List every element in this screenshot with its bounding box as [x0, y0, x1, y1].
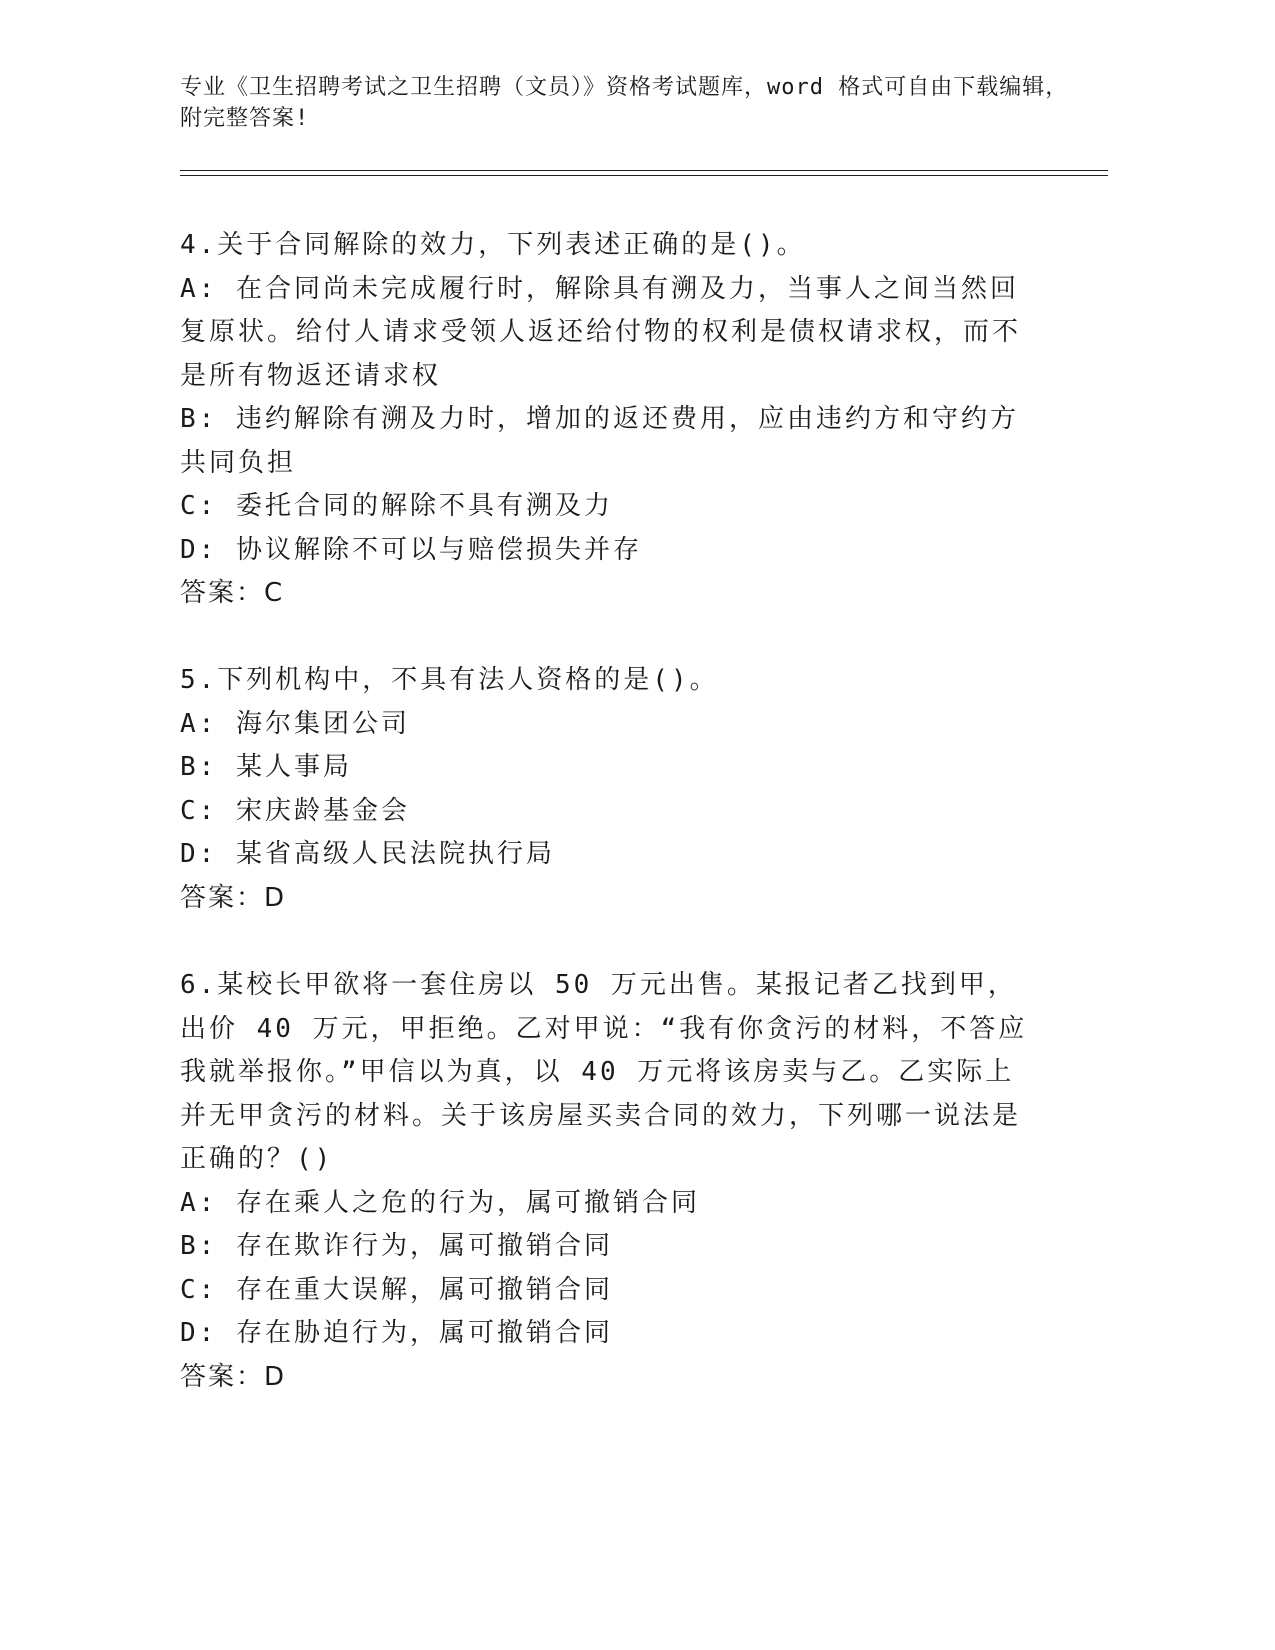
- option-d: D: 某省高级人民法院执行局: [180, 839, 555, 869]
- option-a: A: 在合同尚未完成履行时，解除具有溯及力，当事人之间当然回复原状。给付人请求受领人返还给付物的权利是债权请求权，而不是所有物返还请求权: [180, 273, 1022, 391]
- answer-label: 答案：C: [180, 578, 285, 608]
- document-header: [180, 72, 1080, 134]
- option-a: A: 存在乘人之危的行为，属可撤销合同: [180, 1187, 700, 1218]
- option-c: C: 委托合同的解除不具有溯及力: [180, 491, 613, 521]
- option-c: C: 存在重大误解，属可撤销合同: [180, 1274, 613, 1305]
- option-d: D: 存在胁迫行为，属可撤销合同: [180, 1318, 613, 1348]
- option-a: A: 海尔集团公司: [180, 708, 410, 739]
- question-stem: 6.某校长甲欲将一套住房以 50 万元出售。某报记者乙找到甲，出价 40 万元，甲拒绝。乙对甲说：“我有你贪污的材料，不答应我就举报你。”甲信以为真，以 40 万元将该房卖与乙。乙实际上并无甲贪污的材料。关于该房屋买卖合同的效力，下列哪一说法是正确的？(): [180, 970, 1028, 1174]
- option-b: B: 违约解除有溯及力时，增加的返还费用，应由违约方和守约方共同负担: [180, 404, 1019, 478]
- question-6: [180, 964, 1040, 1399]
- option-b: B: 存在欺诈行为，属可撤销合同: [180, 1231, 613, 1261]
- question-5: [180, 659, 1040, 920]
- header-divider-bottom: [180, 175, 1108, 176]
- header-divider-top: [180, 170, 1108, 171]
- header-title: 专业《卫生招聘考试之卫生招聘（文员）》资格考试题库，word 格式可自由下载编辑，附完整答案!: [180, 75, 1069, 131]
- question-stem: 4.关于合同解除的效力，下列表述正确的是()。: [180, 230, 806, 260]
- question-stem: 5.下列机构中，不具有法人资格的是()。: [180, 665, 719, 695]
- option-d: D: 协议解除不可以与赔偿损失并存: [180, 534, 642, 565]
- question-4: [180, 224, 1040, 616]
- option-c: C: 宋庆龄基金会: [180, 795, 410, 826]
- option-b: B: 某人事局: [180, 752, 352, 782]
- answer-label: 答案：D: [180, 1361, 287, 1392]
- answer-label: 答案：D: [180, 882, 287, 913]
